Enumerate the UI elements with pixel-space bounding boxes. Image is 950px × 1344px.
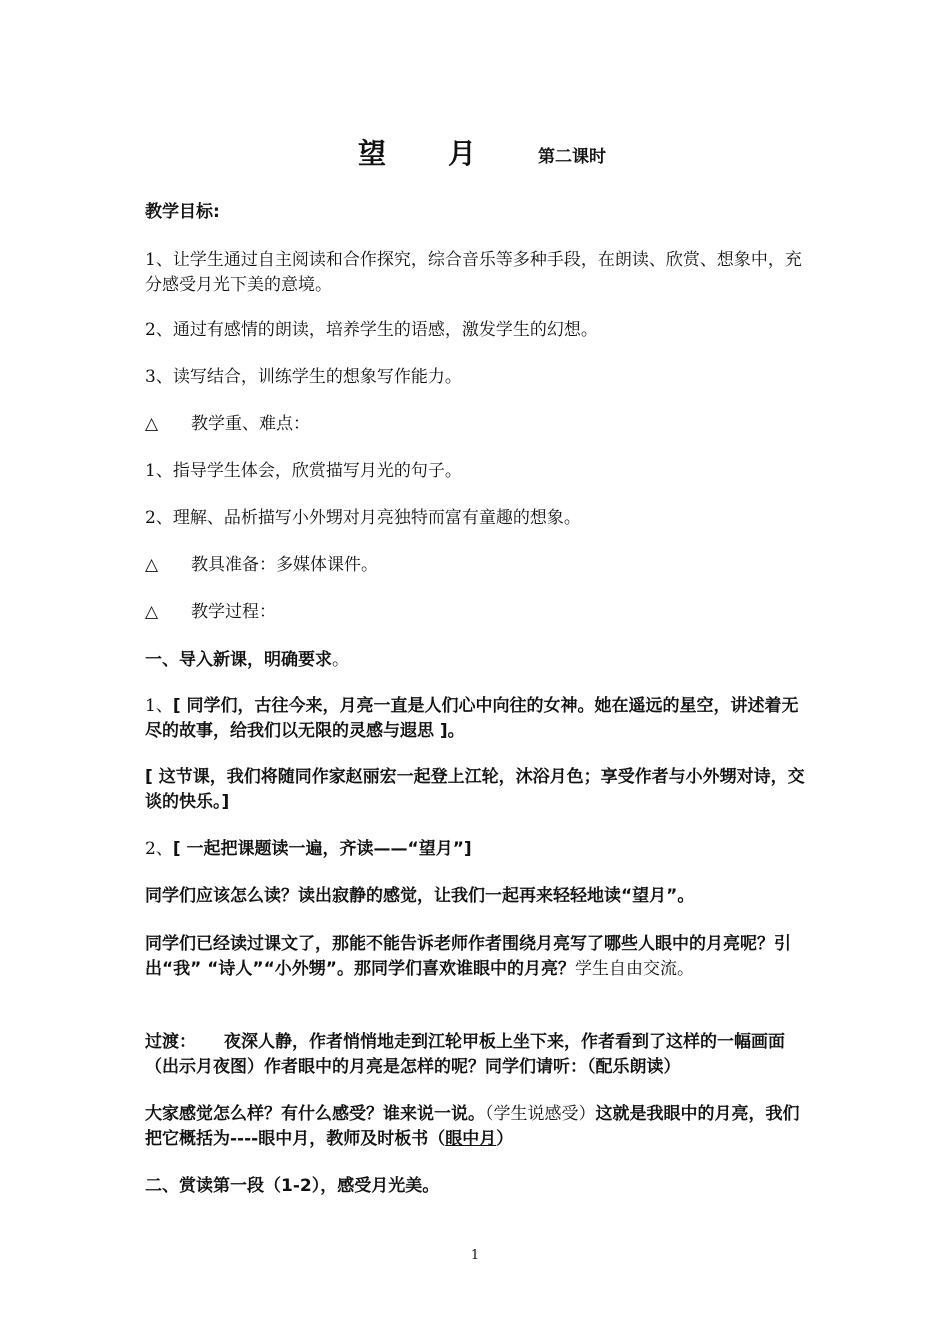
section-1-paragraph-3	[145, 837, 815, 862]
tools-text: 教具准备：多媒体课件。	[191, 555, 378, 575]
section-1-paragraph-4: 同学们应该怎么读？读出寂静的感觉，让我们一起再来轻轻地读“望月”。	[145, 886, 695, 906]
triangle-marker: △	[145, 555, 159, 575]
objective-3: 3、读写结合，训练学生的想象写作能力。	[145, 367, 462, 387]
paragraph-text-normal: 学生自由交流。	[574, 959, 694, 979]
paragraph-text-c: 这就是我眼中的月亮，我们把它概括为----眼中月，教师及时板书（	[145, 1104, 800, 1149]
objectives-heading: 教学目标:	[145, 202, 220, 222]
paragraph-text-d: ）	[496, 1129, 514, 1149]
section-1-paragraph-2: [ 这节课，我们将随同作家赵丽宏一起登上江轮，沐浴月色；享受作者与小外甥对诗，交谈的快乐。]	[145, 767, 805, 812]
section-1-heading-text: 一、导入新课，明确要求	[145, 650, 332, 670]
objective-2: 2、通过有感情的朗读，培养学生的语感，激发学生的幻想。	[145, 320, 598, 340]
objective-1: 1、让学生通过自主阅读和合作探究，综合音乐等多种手段，在朗读、欣赏、想象中，充分感受月光下美的意境。	[145, 250, 802, 295]
triangle-marker: △	[145, 602, 159, 622]
paragraph-text: [ 同学们，古往今来，月亮一直是人们心中向往的女神。她在遥远的星空，讲述着无尽的故事，给我们以无限的灵感与遐思 ]。	[145, 696, 799, 741]
section-1-heading	[145, 648, 815, 673]
key-points-heading	[145, 412, 815, 437]
key-item-2: 2、理解、品析描写小外甥对月亮独特而富有童趣的想象。	[145, 508, 581, 528]
section-1-heading-end: 。	[332, 650, 349, 670]
section-1-paragraph-5	[145, 932, 815, 982]
board-note-underlined: 眼中月	[445, 1129, 497, 1149]
paragraph-text-b: （学生说感受）	[485, 1104, 596, 1124]
paragraph-text: 同学们已经读过课文了，那能不能告诉老师作者围绕月亮写了哪些人眼中的月亮呢？引出“我” “诗人”“小外甥”。那同学们喜欢谁眼中的月亮？	[145, 934, 791, 979]
section-2-heading: 二、赏读第一段（1-2），感受月光美。	[145, 1176, 440, 1196]
title-row	[0, 132, 950, 172]
page-number: 1	[470, 1248, 480, 1263]
tools-line	[145, 553, 815, 578]
section-1-paragraph-1	[145, 694, 815, 744]
paragraph-text-a: 大家感觉怎么样？有什么感受？谁来说一说。	[145, 1104, 485, 1124]
process-text: 教学过程：	[191, 602, 276, 622]
key-item-1: 1、指导学生体会，欣赏描写月光的句子。	[145, 461, 462, 481]
item-number: 1、	[145, 696, 173, 716]
section-1-paragraph-7	[145, 1102, 815, 1152]
paragraph-text: [ 一起把课题读一遍，齐读——“望月”]	[172, 839, 472, 859]
transition-label: 过渡：	[145, 1032, 196, 1052]
section-1-paragraph-6	[145, 1030, 815, 1080]
process-line	[145, 600, 815, 625]
lesson-period: 第二课时	[538, 147, 606, 167]
key-points-label: 教学重、难点：	[191, 414, 310, 434]
item-number: 2、	[145, 839, 173, 859]
triangle-marker: △	[145, 414, 159, 434]
page-title: 望月	[358, 137, 539, 170]
paragraph-text: 夜深人静，作者悄悄地走到江轮甲板上坐下来，作者看到了这样的一幅画面（出示月夜图）作者眼中的月亮是怎样的呢？同学们请听：（配乐朗读）	[145, 1032, 785, 1077]
